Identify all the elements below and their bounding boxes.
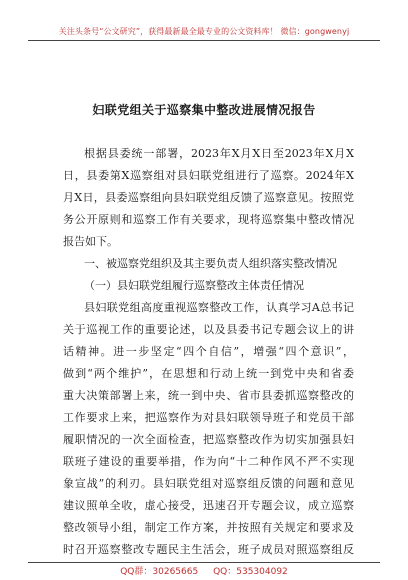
- paragraph-line: 日，县委第X巡察组对县妇联党组进行了巡察。2024年X: [63, 169, 354, 182]
- paragraph-line: 联班子建设的重要举措，作为向“十二种作风不严不实现: [63, 455, 354, 468]
- paragraph-line: 话精神。进一步坚定“四个自信”，增强“四个意识”，: [63, 345, 354, 358]
- paragraph-line: 根据县委统一部署，2023年X月X日至2023年X月X: [84, 147, 354, 160]
- paragraph-line: 建议照单全收，虚心接受，迅速召开专题会议，成立巡察: [63, 499, 354, 512]
- paragraph-line: 月X日，县委巡察组向县妇联党组反馈了巡察意见。按照党: [63, 191, 354, 204]
- paragraph-line: 报告如下。: [63, 235, 118, 248]
- footer-qq: QQ：535304092: [213, 567, 288, 577]
- paragraph-line: 象宣战”的利刃。县妇联党组对巡察组反馈的问题和意见: [63, 477, 354, 490]
- document-title: 妇联党组关于巡察集中整改进展情况报告: [92, 103, 316, 117]
- paragraph-line: 务公开原则和巡察工作有关要求，现将巡察集中整改情况: [63, 213, 354, 226]
- footer-qq-group: QQ群：30265665: [120, 567, 199, 577]
- header-banner: 关注头条号“公文研究”，获得最新最全最专业的公文资料库！ 微信：gongwenyj: [58, 27, 350, 36]
- header-divider: [28, 40, 380, 41]
- paragraph-line: 工作要求上来，把巡察作为对县妇联领导班子和党员干部: [63, 411, 354, 424]
- subsection-heading: （一）县妇联党组履行巡察整改主体责任情况: [84, 279, 304, 292]
- footer-contact: [0, 564, 408, 577]
- section-heading: 一、被巡察党组织及其主要负责人组织落实整改情况: [84, 257, 337, 270]
- paragraph-line: 关于巡视工作的重要论述，以及县委书记专题会议上的讲: [63, 323, 354, 336]
- paragraph-line: 履职情况的一次全面检查，把巡察整改作为切实加强县妇: [63, 433, 354, 446]
- paragraph-line: 重大决策部署上来，统一到中央、省市县委抓巡察整改的: [63, 389, 354, 402]
- paragraph-line: 时召开巡察整改专题民主生活会，班子成员对照巡察组反: [63, 543, 354, 556]
- paragraph-line: 县妇联党组高度重视巡察整改工作，认真学习A总书记: [84, 301, 354, 314]
- paragraph-line: 做到“两个维护”，在思想和行动上统一到党中央和省委: [63, 367, 354, 380]
- footer-divider: [28, 562, 380, 563]
- paragraph-line: 整改领导小组，制定工作方案，并按照有关规定和要求及: [63, 521, 354, 534]
